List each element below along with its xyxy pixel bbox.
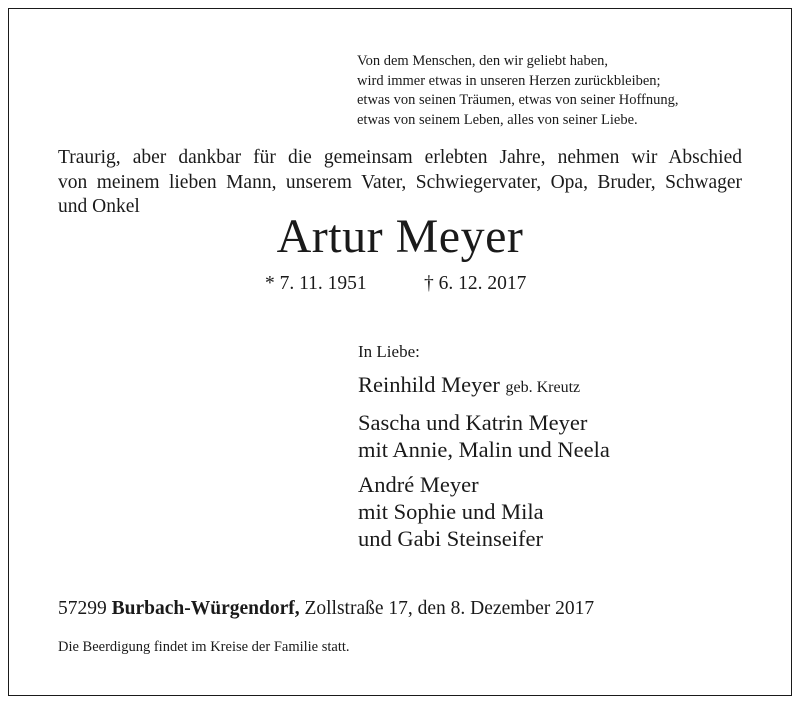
spouse-name: Reinhild Meyer xyxy=(358,372,500,397)
quote-line: Von dem Menschen, den wir geliebt haben, xyxy=(357,53,609,69)
family-line: Sascha und Katrin Meyer xyxy=(358,410,588,435)
death-date: † 6. 12. 2017 xyxy=(424,273,527,294)
family-line: und Gabi Steinseifer xyxy=(358,526,543,551)
family-group xyxy=(358,471,610,552)
address-postcode: 57299 xyxy=(58,598,107,619)
quote-line: etwas von seinen Träumen, etwas von seiner Hoffnung, xyxy=(357,92,679,108)
family-line: mit Annie, Malin und Neela xyxy=(358,437,610,462)
funeral-note: Die Beerdigung findet im Kreise der Familie statt. xyxy=(58,639,350,655)
memorial-quote xyxy=(357,52,679,130)
quote-line: etwas von seinem Leben, alles von seiner Liebe. xyxy=(357,111,638,128)
deceased-name: Artur Meyer xyxy=(276,210,524,263)
family-line: mit Sophie und Mila xyxy=(358,499,544,524)
family-spouse xyxy=(358,371,610,401)
family-line: André Meyer xyxy=(358,472,479,497)
address-town: Burbach-Würgendorf, xyxy=(111,598,300,619)
birth-date: * 7. 11. 1951 xyxy=(265,273,367,294)
intro-line: Traurig, aber dankbar für die gemeinsam erlebten Jahre, nehmen wir Abschied xyxy=(58,147,742,168)
intro-line: und Onkel xyxy=(58,196,140,217)
spouse-maiden-name: geb. Kreutz xyxy=(505,379,581,396)
address-street-date: Zollstraße 17, den 8. Dezember 2017 xyxy=(304,598,595,619)
address-line xyxy=(58,597,594,621)
family-label: In Liebe: xyxy=(358,342,420,361)
intro-line: von meinem lieben Mann, unserem Vater, Schwiegervater, Opa, Bruder, Schwager xyxy=(58,171,742,193)
quote-line: wird immer etwas in unseren Herzen zurückbleiben; xyxy=(357,72,661,89)
family-group xyxy=(358,409,610,463)
family-list xyxy=(358,341,610,560)
